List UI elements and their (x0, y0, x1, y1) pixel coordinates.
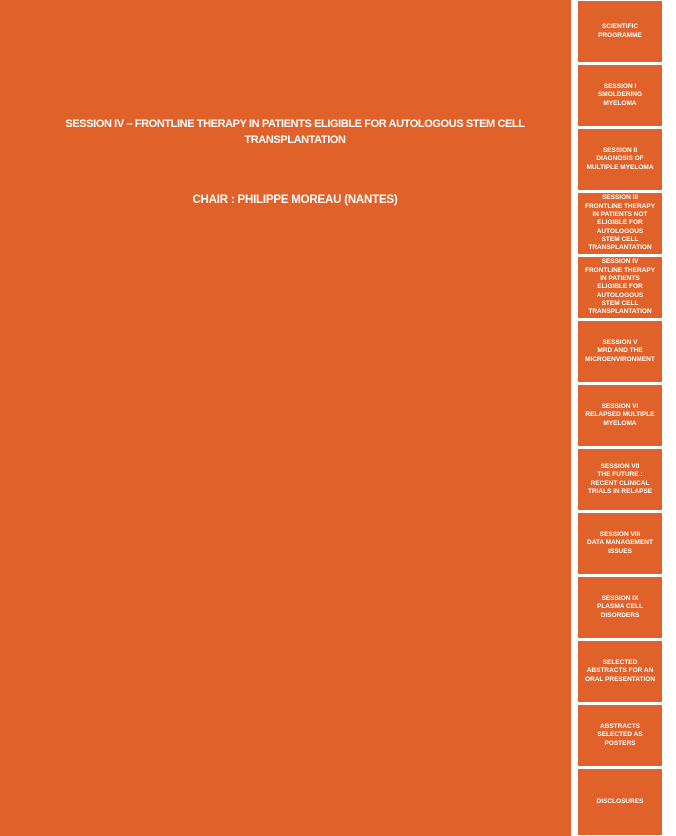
sidebar-item-session-8[interactable]: SESSION VIII DATA MANAGEMENT ISSUES (577, 512, 663, 575)
sidebar-item-session-2[interactable]: SESSION II DIAGNOSIS OF MULTIPLE MYELOMA (577, 128, 663, 191)
sidebar-item-session-4[interactable]: SESSION IV FRONTLINE THERAPY IN PATIENTS ELIGIBLE FOR AUTOLOGOUS STEM CELL TRANSPLANTATION (577, 256, 663, 319)
sidebar-item-selected-abstracts-oral[interactable]: SELECTED ABSTRACTS FOR AN ORAL PRESENTATION (577, 640, 663, 703)
session-title: SESSION IV – FRONTLINE THERAPY IN PATIENTS ELIGIBLE FOR AUTOLOGOUS STEM CELL TRANSPLANTATION (65, 118, 525, 146)
sidebar-item-disclosures[interactable]: DISCLOSURES (577, 768, 663, 836)
sidebar-item-scientific-programme[interactable]: SCIENTIFIC PROGRAMME (577, 0, 663, 63)
session-chair: CHAIR : PHILIPPE MOREAU (NANTES) (192, 194, 398, 206)
sidebar-item-session-9[interactable]: SESSION IX PLASMA CELL DISORDERS (577, 576, 663, 639)
sidebar-item-abstracts-posters[interactable]: ABSTRACTS SELECTED AS POSTERS (577, 704, 663, 767)
sidebar-item-session-6[interactable]: SESSION VI RELAPSED MULTIPLE MYELOMA (577, 384, 663, 447)
sidebar-nav (577, 0, 663, 836)
sidebar-item-session-7[interactable]: SESSION VII THE FUTURE : RECENT CLINICAL TRIALS IN RELAPSE (577, 448, 663, 511)
sidebar-item-session-5[interactable]: SESSION V MRD AND THE MICROENVIRONMENT (577, 320, 663, 383)
sidebar-item-session-3[interactable]: SESSION III FRONTLINE THERAPY IN PATIENTS NOT ELIGIBLE FOR AUTOLOGOUS STEM CELL TRANSPLANTATION (577, 192, 663, 255)
sidebar-item-session-1[interactable]: SESSION I SMOLDERING MYELOMA (577, 64, 663, 127)
